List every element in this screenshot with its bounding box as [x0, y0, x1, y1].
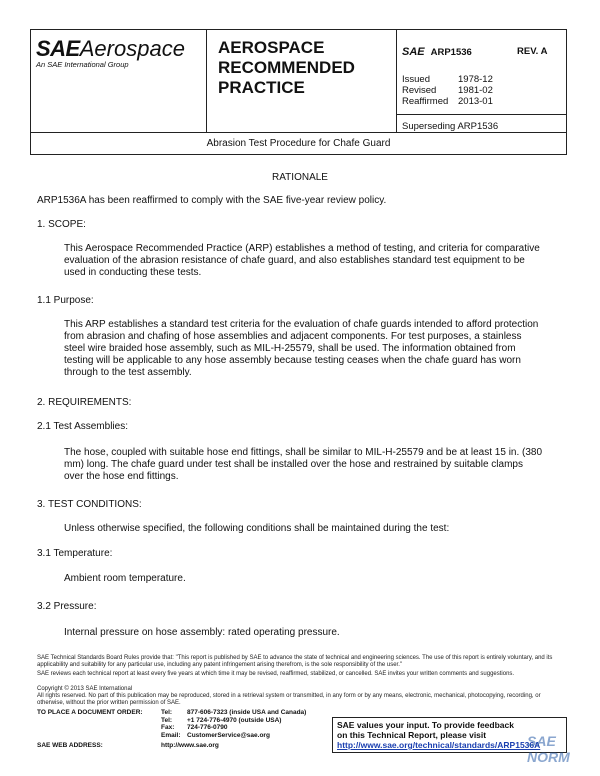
date-row — [402, 96, 493, 107]
date-value: 1978-12 — [458, 74, 493, 85]
section-heading: 3.2 Pressure: — [37, 601, 97, 612]
date-label: Revised — [402, 85, 437, 96]
date-value: 2013-01 — [458, 96, 493, 107]
section-text: The hose, coupled with suitable hose end fittings, shall be similar to MIL-H-25579 and be at least 15 in. (380 mm) long. The chafe guard under test shall be installed over the hose and restrained by suitable clamps over the hose end fittings. — [64, 447, 543, 482]
rationale-heading: RATIONALE — [272, 172, 328, 183]
footer-review: SAE reviews each technical report at least every five years at which time it may be revised, reaffirmed, stabilized, or cancelled. SAE invites your written comments and suggestions. — [37, 671, 515, 677]
contact-label: Tel: — [161, 716, 173, 724]
feedback-line: SAE values your input. To provide feedback — [337, 720, 514, 730]
document-type — [218, 38, 355, 98]
section-text: Unless otherwise specified, the following conditions shall be maintained during the test: — [64, 523, 450, 534]
section-text: This ARP establishes a standard test criteria for the evaluation of chafe guards intended to afford protection from abrasion and chafing of hose assemblies and adjacent components. For test purposes, a stainless steel wire braided hose assembly, such as MIL-H-25579, shall be used. The information obtained from testing will be applicable to any hose assembly because testing ceases when the chafe guard has worn through to the test assembly. — [64, 319, 539, 378]
date-row — [402, 74, 493, 85]
superseding: Superseding ARP1536 — [402, 121, 499, 132]
logo-sae: SAE — [36, 36, 80, 61]
web-link[interactable]: http://www.sae.org — [161, 742, 219, 749]
sae-aerospace-logo — [36, 36, 185, 69]
contact-value: 877-606-7323 (inside USA and Canada) — [187, 709, 307, 716]
order-info — [37, 709, 306, 750]
contact-label: Tel: — [161, 709, 173, 716]
feedback-link[interactable]: http://www.sae.org/technical/standards/ARP1536A — [337, 740, 541, 750]
logo-aerospace: Aerospace — [79, 36, 185, 61]
doc-prefix: SAE — [402, 46, 425, 58]
order-label: TO PLACE A DOCUMENT ORDER: — [37, 709, 143, 716]
date-row — [402, 85, 493, 96]
watermark: SAE NORM — [527, 733, 570, 765]
header-divider — [396, 30, 397, 132]
section-heading: 3. TEST CONDITIONS: — [37, 499, 142, 510]
contact-label: Fax: — [161, 724, 175, 731]
section-heading: 3.1 Temperature: — [37, 548, 113, 559]
footer-rights: All rights reserved. No part of this publication may be reproduced, stored in a retrieval system or transmitted, in any form or by any means, electronic, mechanical, photocopying, recording, or otherwise, without the prior written permission of SAE. — [37, 693, 541, 706]
header-rule — [396, 114, 567, 115]
section-heading: 2. REQUIREMENTS: — [37, 397, 132, 408]
date-block — [402, 74, 493, 107]
feedback-line: on this Technical Report, please visit — [337, 730, 487, 740]
email-link[interactable]: CustomerService@sae.org — [187, 731, 270, 739]
section-text: This Aerospace Recommended Practice (ARP) establishes a method of testing, and criteria for comparative evaluation of the abrasion resistance of chafe guard, and also establishes standard test equipment to be used in conducting these tests. — [64, 243, 540, 278]
contact-value: 724-776-0790 — [187, 724, 228, 731]
section-text: Ambient room temperature. — [64, 573, 186, 584]
logo-tagline: An SAE International Group — [36, 60, 129, 69]
doc-type-line: PRACTICE — [218, 78, 305, 97]
section-heading: 1.1 Purpose: — [37, 295, 94, 306]
document-number — [402, 46, 472, 58]
header-divider — [206, 30, 207, 132]
date-label: Reaffirmed — [402, 96, 449, 107]
section-heading: 1. SCOPE: — [37, 219, 86, 230]
contact-label: Email: — [161, 731, 181, 739]
section-heading: 2.1 Test Assemblies: — [37, 421, 128, 432]
document-title: Abrasion Test Procedure for Chafe Guard — [30, 133, 567, 155]
rationale-text: ARP1536A has been reaffirmed to comply with the SAE five-year review policy. — [37, 195, 387, 206]
contact-value: +1 724-776-4970 (outside USA) — [187, 716, 282, 724]
footer-rules: SAE Technical Standards Board Rules provide that: "This report is published by SAE to advance the state of technical and engineering sciences. The use of this report is entirely voluntary, and its applicability and suitability for any particular use, including any patent infringement arising therefrom, is the sole responsibility of the user." — [37, 655, 553, 668]
doc-type-line: AEROSPACE — [218, 38, 325, 57]
date-label: Issued — [402, 74, 430, 85]
section-text: Internal pressure on hose assembly: rated operating pressure. — [64, 627, 340, 638]
revision: REV. A — [517, 46, 548, 57]
footer-copyright: Copyright © 2013 SAE International — [37, 686, 133, 692]
doc-type-line: RECOMMENDED — [218, 58, 355, 77]
date-value: 1981-02 — [458, 85, 493, 96]
doc-number: ARP1536 — [430, 47, 472, 58]
web-label: SAE WEB ADDRESS: — [37, 742, 103, 749]
